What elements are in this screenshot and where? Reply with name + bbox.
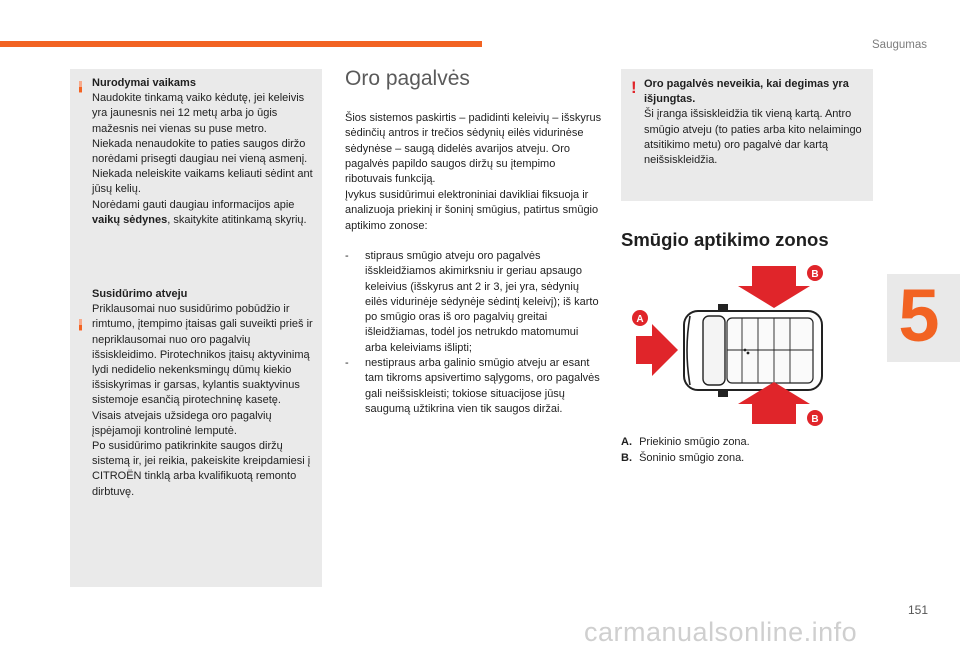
paragraph: Priklausomai nuo susidūrimo pobūdžio ir rimtumo, įtempimo įtaisas gali suveikti prieš ir nepriklausomai nuo oro pagalvių išsiskleidimo. Pirotechnikos įtaisų aktyvinimą lydi nedidelio nekenksmingų dūmų kiekio išsiskyrimas ir garsas, kylantis suaktyvinus sistemoje esančią pirotechninę kasetę. — [92, 303, 313, 407]
list-dash: - — [345, 250, 349, 262]
page-number: 151 — [907, 603, 928, 617]
airbags-paragraph-1: Šios sistemos paskirtis – padidinti keleivių – išskyrus sėdinčių antros ir trečios sėdynių eilės vidurinėse sėdynėse – saugą didelės avarijos atveju. Oro pagalvės papildo saugos diržų su įtempimo ribotuvais funkciją. — [345, 112, 602, 186]
airbags-list — [345, 249, 602, 417]
impact-zone-diagram — [630, 258, 830, 428]
paragraph: Ši įranga išsiskleidžia tik vieną kartą. Antro smūgio atveju (to paties arba kito nelaimingo atsitikimo metu) oro pagalvė dar kartą neišsiskleidžia. — [644, 108, 862, 167]
legend-key: B. — [621, 451, 632, 464]
list-item — [345, 249, 602, 356]
info-box-title: Susidūrimo atveju — [92, 288, 188, 300]
warning-box-text — [644, 77, 865, 168]
label-b-top-badge — [807, 265, 823, 281]
info-marker-dot — [79, 87, 82, 92]
label-b-bottom-badge — [807, 410, 823, 426]
airbags-paragraph-2: Įvykus susidūrimui elektroniniai davikliai fiksuoja ir analizuoja priekinį ir šoninį smūgius, patirtus smūgio aptikimo zonose: — [345, 189, 599, 232]
info-box-text — [92, 76, 314, 228]
paragraph-part: , skaitykite atitinkamą skyrių. — [167, 213, 307, 226]
paragraph: Niekada neleiskite vaikams keliauti sėdint ant jūsų kelių. — [92, 168, 313, 196]
legend-item — [621, 435, 750, 451]
section-heading-zones: Smūgio aptikimo zonos — [621, 229, 829, 250]
info-box-title: Nurodymai vaikams — [92, 77, 196, 89]
vehicle-top-view — [684, 304, 822, 397]
info-box-collision — [70, 279, 322, 587]
label-b-bottom: B — [811, 414, 819, 425]
list-item — [345, 356, 602, 417]
info-box-text — [92, 287, 314, 500]
paragraph: Naudokite tinkamą vaiko kėdutę, jei keleivis yra jaunesnis nei 12 metų arba jo ūgis mažesnis nei vienas su puse metro. — [92, 92, 305, 135]
header-accent-bar — [0, 41, 482, 47]
bold-term: vaikų sėdynes — [92, 213, 168, 226]
warning-title: Oro pagalvės neveikia, kai degimas yra išjungtas. — [644, 78, 849, 106]
label-a-badge — [632, 310, 648, 326]
section-heading-airbags: Oro pagalvės — [345, 67, 470, 90]
warning-box — [621, 69, 873, 201]
info-marker-dot — [79, 325, 82, 330]
chapter-number: 5 — [898, 274, 940, 357]
legend-text: Priekinio smūgio zona. — [639, 436, 750, 448]
paragraph: Visais atvejais užsidega oro pagalvių įspėjamoji kontrolinė lemputė. — [92, 409, 272, 437]
paragraph: Niekada nenaudokite to paties saugos diržo norėdami prisegti daugiau nei vieną asmenį. — [92, 137, 308, 166]
section-title: Saugumas — [872, 39, 927, 51]
info-box-children — [70, 69, 322, 286]
warning-icon: ! — [631, 78, 637, 97]
legend-key: A. — [621, 436, 632, 448]
list-item-text: nestipraus arba galinio smūgio atveju ar esant tam tikroms apsivertimo sąlygoms, oro pagalvės gali neišsiskleisti; tokiose situacijose jūsų saugumą užtikrina vien tik saugos diržai. — [365, 357, 600, 415]
list-item-text: stipraus smūgio atveju oro pagalvės išskleidžiamos akimirksniu ir geriau apsaugo keleivius (išskyrus ant 2 ir 3, jei yra, sėdynių eilės vidurinėje sėdynėje sėdintį keleivį); iš karto po smūgio oras iš oro pagalvių greitai išleidžiamas, todėl jos netrukdo matomumui arba keleiviams išlipti; — [365, 250, 599, 354]
label-a: A — [636, 314, 644, 325]
diagram-legend — [621, 435, 750, 466]
paragraph-part: Norėdami gauti daugiau informacijos apie — [92, 198, 295, 211]
paragraph: Po susidūrimo patikrinkite saugos diržų sistemą ir, jei reikia, pakeiskite kreipdamiesi į CITROËN tinklą arba kvalifikuotą remonto dirbtuvę. — [92, 440, 311, 498]
legend-text: Šoninio smūgio zona. — [639, 451, 745, 464]
zone-b-top-arrow — [738, 260, 810, 308]
zone-a-arrow — [636, 324, 678, 376]
list-dash: - — [345, 357, 349, 370]
legend-item — [621, 451, 750, 467]
watermark: carmanualsonline.info — [584, 617, 858, 647]
label-b-top: B — [811, 269, 819, 280]
